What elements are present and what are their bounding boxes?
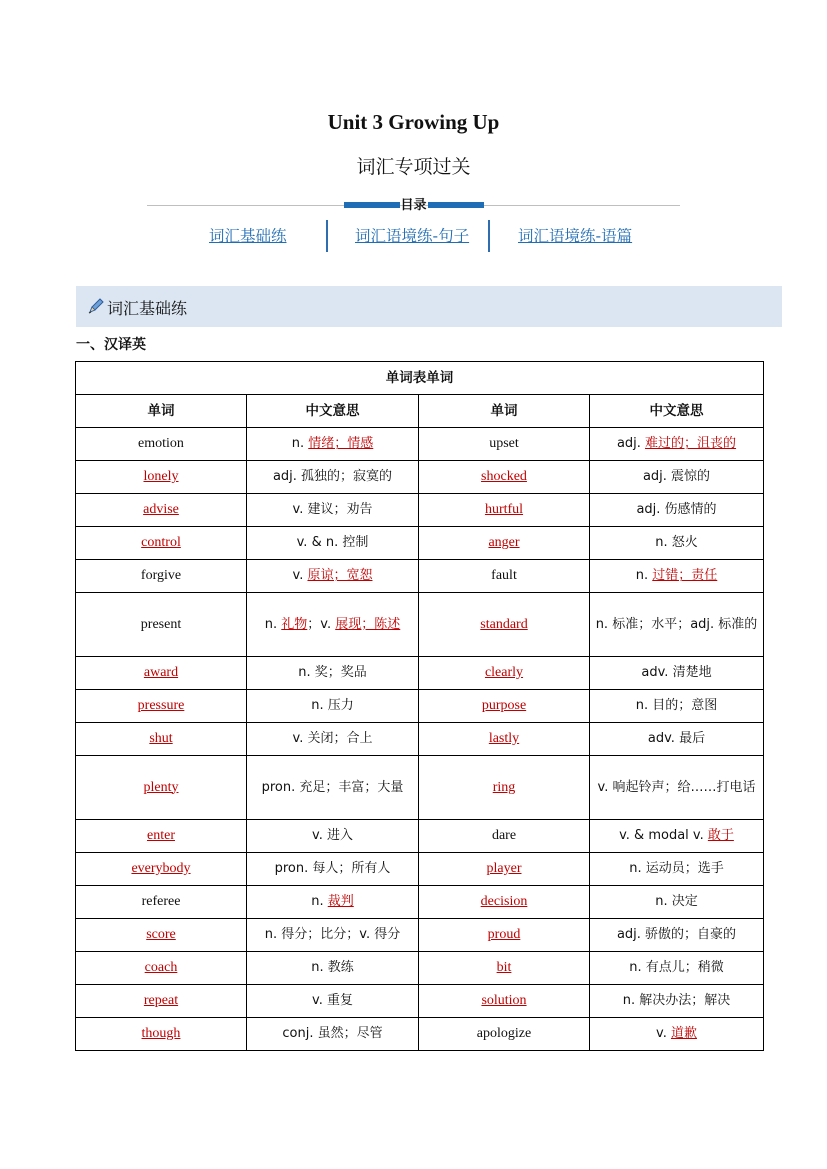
table-caption: 单词表单词	[76, 362, 764, 395]
word-cell	[419, 560, 590, 593]
meaning-text: v. 响起铃声；给……打电话	[597, 779, 756, 795]
table-row	[76, 657, 764, 690]
page-title: Unit 3 Growing Up	[327, 110, 500, 134]
word-text: hurtful	[484, 502, 524, 517]
meaning-cell	[247, 428, 419, 461]
word-cell	[76, 756, 247, 820]
toc-label: 目录	[400, 198, 427, 213]
word-cell	[76, 886, 247, 919]
word-text: apologize	[476, 1026, 532, 1041]
word-cell	[76, 690, 247, 723]
column-header: 中文意思	[247, 395, 419, 428]
meaning-text: adj. 震惊的	[642, 469, 711, 484]
word-cell	[419, 756, 590, 820]
meaning-cell	[247, 919, 419, 952]
meaning-text: n. 奖；奖品	[298, 665, 367, 680]
word-text: enter	[147, 828, 175, 843]
meaning-cell	[590, 494, 764, 527]
meaning-text: n. 有点儿；稍微	[629, 960, 724, 975]
meaning-text: n. 运动员；选手	[629, 861, 724, 876]
word-text: shocked	[481, 469, 527, 484]
meaning-cell	[590, 820, 764, 853]
answer-text: 情绪；情感	[308, 436, 374, 451]
word-cell	[419, 952, 590, 985]
meaning-text: n.	[635, 568, 653, 583]
word-text: proud	[487, 927, 521, 942]
toc-link-sentence[interactable]: 词汇语境练-句子	[355, 227, 470, 245]
section-header	[76, 286, 782, 327]
word-cell	[419, 919, 590, 952]
word-cell	[76, 723, 247, 756]
word-text: dare	[491, 828, 517, 843]
word-text: clearly	[484, 665, 524, 680]
meaning-text: n.	[311, 894, 328, 909]
word-text: repeat	[143, 993, 179, 1008]
table-row	[76, 723, 764, 756]
table-row	[76, 919, 764, 952]
word-text: present	[140, 616, 182, 632]
word-cell	[76, 560, 247, 593]
word-text: player	[486, 861, 522, 876]
word-cell	[76, 853, 247, 886]
word-text: referee	[141, 894, 181, 909]
answer-text: 原谅；宽恕	[307, 568, 373, 583]
meaning-cell	[590, 1018, 764, 1051]
meaning-text: n. 解决办法；解决	[622, 993, 731, 1008]
meaning-text: v.	[292, 568, 308, 583]
toc-separator	[326, 220, 328, 252]
part-heading: 一、汉译英	[76, 337, 146, 353]
meaning-text: v. 重复	[312, 993, 353, 1008]
meaning-text: n. 标准；水平；adj. 标准的	[595, 616, 758, 632]
meaning-cell	[590, 428, 764, 461]
word-text: purpose	[481, 698, 527, 713]
word-cell	[419, 985, 590, 1018]
meaning-text: n.	[264, 616, 282, 632]
meaning-cell	[247, 853, 419, 886]
meaning-text: n. 怒火	[655, 535, 698, 550]
meaning-cell	[247, 461, 419, 494]
word-text: shut	[149, 731, 173, 746]
meaning-cell	[590, 952, 764, 985]
word-text: coach	[144, 960, 178, 975]
table-row	[76, 886, 764, 919]
table-row	[76, 527, 764, 560]
word-cell	[419, 527, 590, 560]
word-cell	[76, 428, 247, 461]
word-text: forgive	[140, 568, 182, 583]
meaning-text: n. 教练	[311, 960, 354, 975]
meaning-text: n. 得分；比分；v. 得分	[264, 927, 401, 942]
meaning-cell	[247, 723, 419, 756]
meaning-cell	[590, 756, 764, 820]
word-cell	[419, 461, 590, 494]
meaning-cell	[590, 723, 764, 756]
answer-text: 道歉	[670, 1026, 697, 1041]
word-text: lastly	[488, 731, 520, 746]
meaning-text: pron. 每人；所有人	[274, 861, 391, 876]
table-row	[76, 1018, 764, 1051]
answer-text: 礼物	[281, 616, 308, 632]
table-row	[76, 593, 764, 657]
meaning-text: conj. 虽然；尽管	[282, 1026, 383, 1041]
meaning-cell	[247, 820, 419, 853]
column-header: 单词	[419, 395, 590, 428]
section-title: 词汇基础练	[107, 299, 188, 318]
table-row	[76, 560, 764, 593]
meaning-text: ；v.	[307, 616, 336, 632]
meaning-text: adj. 伤感情的	[636, 502, 717, 517]
meaning-cell	[247, 593, 419, 657]
word-text: upset	[489, 436, 519, 451]
word-cell	[76, 593, 247, 657]
answer-text: 过错；责任	[652, 568, 718, 583]
word-text: solution	[481, 993, 527, 1008]
meaning-cell	[590, 985, 764, 1018]
meaning-cell	[247, 657, 419, 690]
meaning-cell	[590, 690, 764, 723]
meaning-cell	[590, 593, 764, 657]
answer-text: 裁判	[327, 894, 354, 909]
meaning-text: pron. 充足；丰富；大量	[261, 779, 404, 795]
answer-text: 难过的；沮丧的	[645, 436, 737, 451]
table-row	[76, 853, 764, 886]
pencil-icon	[86, 296, 106, 316]
word-cell	[76, 952, 247, 985]
table-row	[76, 428, 764, 461]
word-text: anger	[488, 535, 520, 550]
meaning-text: v. 进入	[312, 828, 353, 843]
table-row	[76, 985, 764, 1018]
meaning-text: adj. 孤独的；寂寞的	[272, 469, 393, 484]
meaning-cell	[247, 1018, 419, 1051]
meaning-text: v. 关闭；合上	[292, 731, 373, 746]
meaning-cell	[590, 560, 764, 593]
vocab-table	[75, 361, 764, 1051]
word-text: though	[141, 1026, 181, 1041]
word-cell	[419, 657, 590, 690]
meaning-text: adv. 最后	[647, 731, 706, 746]
meaning-cell	[590, 527, 764, 560]
toc-separator	[488, 220, 490, 252]
word-text: emotion	[138, 436, 184, 451]
meaning-cell	[247, 560, 419, 593]
word-cell	[419, 723, 590, 756]
meaning-text: v.	[656, 1026, 671, 1041]
meaning-cell	[247, 952, 419, 985]
word-text: control	[141, 535, 181, 550]
meaning-text: v. & n. 控制	[296, 535, 369, 550]
word-text: award	[143, 665, 179, 680]
word-cell	[76, 494, 247, 527]
word-text: advise	[143, 502, 179, 517]
meaning-text: n. 压力	[311, 698, 354, 713]
meaning-cell	[247, 690, 419, 723]
word-text: standard	[480, 616, 528, 632]
page-subtitle: 词汇专项过关	[356, 156, 471, 178]
table-row	[76, 756, 764, 820]
answer-text: 展现；陈述	[335, 616, 401, 632]
column-header: 单词	[76, 395, 247, 428]
meaning-cell	[590, 461, 764, 494]
meaning-text: n. 决定	[655, 894, 698, 909]
word-cell	[419, 820, 590, 853]
word-cell	[419, 886, 590, 919]
table-row	[76, 494, 764, 527]
meaning-text: v. 建议；劝告	[292, 502, 373, 517]
word-text: decision	[480, 894, 528, 909]
meaning-cell	[247, 886, 419, 919]
word-cell	[76, 527, 247, 560]
meaning-text: n. 目的；意图	[635, 698, 718, 713]
meaning-text: adj. 骄傲的；自豪的	[616, 927, 737, 942]
word-cell	[419, 428, 590, 461]
table-row	[76, 952, 764, 985]
meaning-cell	[590, 886, 764, 919]
word-cell	[76, 919, 247, 952]
word-cell	[419, 853, 590, 886]
meaning-cell	[247, 985, 419, 1018]
word-text: score	[146, 927, 176, 942]
column-header: 中文意思	[590, 395, 764, 428]
meaning-text: v. & modal v.	[619, 828, 708, 843]
meaning-cell	[247, 494, 419, 527]
word-text: everybody	[131, 861, 191, 876]
word-cell	[76, 657, 247, 690]
table-row	[76, 461, 764, 494]
meaning-cell	[590, 919, 764, 952]
word-cell	[76, 461, 247, 494]
word-text: ring	[492, 779, 516, 795]
meaning-cell	[590, 853, 764, 886]
toc-link-basic[interactable]: 词汇基础练	[209, 227, 287, 245]
word-cell	[419, 494, 590, 527]
word-cell	[419, 1018, 590, 1051]
word-text: pressure	[137, 698, 185, 713]
word-text: fault	[491, 568, 517, 583]
word-cell	[76, 985, 247, 1018]
meaning-cell	[247, 756, 419, 820]
word-cell	[419, 593, 590, 657]
toc-link-passage[interactable]: 词汇语境练-语篇	[518, 227, 633, 245]
word-cell	[76, 1018, 247, 1051]
meaning-text: adj.	[616, 436, 646, 451]
word-text: plenty	[143, 779, 179, 795]
table-row	[76, 690, 764, 723]
meaning-cell	[247, 527, 419, 560]
meaning-text: adv. 清楚地	[641, 665, 712, 680]
word-text: bit	[496, 960, 512, 975]
table-row	[76, 820, 764, 853]
answer-text: 敢于	[707, 828, 734, 843]
word-cell	[76, 820, 247, 853]
meaning-cell	[590, 657, 764, 690]
word-cell	[419, 690, 590, 723]
meaning-text: n.	[291, 436, 309, 451]
word-text: lonely	[143, 469, 179, 484]
